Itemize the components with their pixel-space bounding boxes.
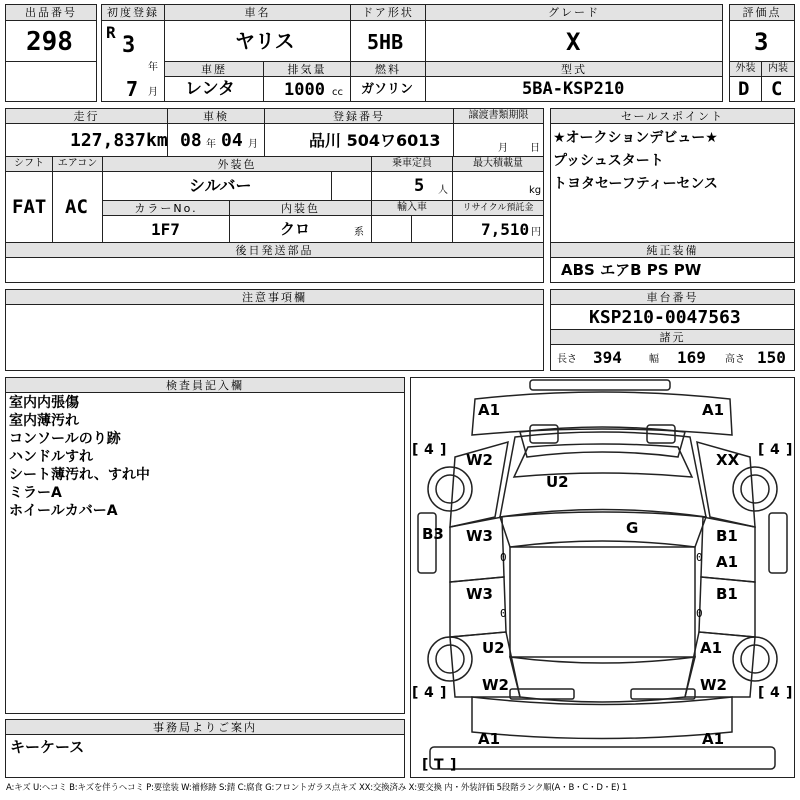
- inspection-month-unit: 月: [248, 139, 258, 150]
- tire-front-left: [428, 467, 472, 511]
- inspector-note-2: 室内薄汚れ: [9, 413, 79, 429]
- lot-cell: [5, 20, 97, 62]
- inspector-note-4: ハンドルすれ: [9, 449, 93, 465]
- mark-fender-right: XX: [716, 451, 740, 469]
- int-color: クロ: [280, 220, 311, 238]
- header-fuel: 燃料: [350, 61, 426, 77]
- header-specs: 諸元: [550, 329, 795, 345]
- rear-panel-outline: [430, 747, 775, 769]
- fuel: ガソリン: [361, 82, 414, 97]
- spare-bracket-close: ]: [450, 757, 457, 773]
- inspector-note-5: シート薄汚れ、すれ中: [9, 467, 150, 483]
- mark-front-door-right-2: A1: [716, 553, 739, 571]
- tire-front-right-hub: [741, 475, 769, 503]
- mirror-right: [769, 513, 787, 573]
- header-door: ドア形状: [350, 4, 426, 21]
- inspector-note-7: ホイールカバーA: [9, 503, 118, 519]
- lot-blank-cell: [5, 61, 97, 102]
- chassis-no: KSP210-0047563: [589, 307, 741, 328]
- chassis-cell: [550, 304, 795, 330]
- mileage: 127,837: [70, 130, 146, 151]
- header-equipment: 純正装備: [550, 242, 795, 258]
- header-inspector: 検査員記入欄: [5, 377, 405, 393]
- sales-point-2: プッシュスタート: [553, 153, 664, 169]
- recycle: 7,510: [481, 220, 530, 239]
- header-shift: シフト: [5, 156, 53, 172]
- ext-score-cell: [729, 76, 762, 102]
- int-score-cell: [761, 76, 795, 102]
- tire-rear-right-bracket-close: ]: [786, 685, 793, 701]
- first-reg-month: 7: [126, 77, 139, 101]
- shift: FAT: [12, 196, 47, 218]
- max-load-cell: [452, 171, 544, 201]
- tire-rear-left-bracket: [: [412, 685, 419, 701]
- tire-front-right-tread: 4: [770, 442, 780, 458]
- header-mileage: 走行: [5, 108, 168, 124]
- rear-bumper-outline: [472, 697, 732, 739]
- spec-length: 394: [593, 348, 622, 367]
- recycle-cell: [452, 215, 544, 243]
- mark-rear-door-right: B1: [716, 585, 738, 603]
- inspector-note-1: 室内内張傷: [9, 395, 79, 411]
- header-ext-color: 外装色: [102, 156, 372, 172]
- inspection-month: 04: [221, 130, 243, 151]
- header-capacity: 乗車定員: [371, 156, 453, 172]
- spare-tire: T: [434, 757, 444, 773]
- header-int-color: 内装色: [229, 200, 372, 216]
- mark-rear-door-left: W3: [466, 585, 493, 603]
- aircon: AC: [65, 196, 88, 218]
- spec-height-label: 高さ: [725, 354, 745, 365]
- inspector-note-3: コンソールのり跡: [9, 431, 121, 447]
- history: レンタ: [185, 79, 235, 99]
- mark-rear-fender-left: U2: [482, 639, 505, 657]
- mark-front-bumper-right: A1: [702, 401, 725, 419]
- header-car-name: 車名: [164, 4, 351, 21]
- header-import: 輸入車: [371, 200, 453, 216]
- header-recycle: リサイクル預託金: [452, 200, 544, 216]
- spare-bracket: [: [422, 757, 429, 773]
- tire-rear-left-hub: [436, 645, 464, 673]
- tire-front-right-bracket: [: [758, 442, 765, 458]
- shift-cell: [5, 171, 53, 243]
- door-cell: [350, 20, 426, 62]
- sales-point-3: トヨタセーフティーセンス: [553, 176, 718, 192]
- tire-front-left-tread: 4: [424, 442, 434, 458]
- header-max-load: 最大積載量: [452, 156, 544, 172]
- front-bumper-outline: [472, 392, 732, 435]
- first-reg-cell: [101, 20, 165, 102]
- month-unit: 月: [148, 87, 158, 98]
- header-inspection: 車検: [167, 108, 265, 124]
- inspector-cell: [5, 392, 405, 714]
- grade: X: [566, 28, 581, 56]
- header-transfer-doc: 譲渡書類期限: [453, 108, 544, 124]
- score-cell: [729, 20, 795, 62]
- header-model: 型式: [425, 61, 723, 77]
- import-cell-b: [411, 215, 453, 243]
- tire-front-left-bracket: [: [412, 442, 419, 458]
- ext-score: D: [738, 78, 750, 100]
- km-unit: km: [146, 130, 168, 151]
- transfer-doc-cell: [453, 123, 544, 157]
- color-no-cell: [102, 215, 230, 243]
- spec-height: 150: [757, 348, 786, 367]
- lot-number: 298: [26, 27, 73, 57]
- office-note: キーケース: [10, 738, 85, 756]
- aircon-cell: [52, 171, 103, 243]
- ext-color-blank: [331, 171, 372, 201]
- ext-color-cell: [102, 171, 332, 201]
- mark-rear-fender-right: A1: [700, 639, 723, 657]
- office-cell: [5, 734, 405, 778]
- year-unit: 年: [148, 62, 158, 73]
- model-cell: [425, 76, 723, 102]
- header-first-reg: 初度登録: [101, 4, 165, 21]
- thickness-rear-left: 0: [500, 607, 507, 620]
- hood-inner: [514, 444, 692, 477]
- legend-text: A:キズ U:ヘコミ B:キズを伴うヘコミ P:要塗装 W:補修跡 S:錆 C:腐食 G:フロントガラス点キズ XX:交換済み X:要交換 内・外装評価 5段階ランク順(A・B・C・D・E) 1: [6, 783, 628, 793]
- header-later-parts: 後日発送部品: [5, 242, 544, 258]
- tire-rear-right-hub: [741, 645, 769, 673]
- header-interior: 内装: [761, 61, 795, 77]
- era: R: [106, 23, 116, 42]
- tire-rear-left-bracket-close: ]: [440, 685, 447, 701]
- thickness-front-right: 0: [696, 551, 703, 564]
- reg-no: 品川 504ワ6013: [309, 131, 441, 150]
- import-cell-a: [371, 215, 412, 243]
- capacity-unit: 人: [438, 185, 448, 196]
- header-displacement: 排気量: [263, 61, 351, 77]
- tire-front-left-hub: [436, 475, 464, 503]
- spec-width-label: 幅: [649, 354, 659, 365]
- header-exterior: 外装: [729, 61, 762, 77]
- tire-front-right: [733, 467, 777, 511]
- rear-glass-outline: [510, 657, 695, 702]
- transfer-month-unit: 月: [498, 143, 508, 154]
- cc-unit: cc: [332, 87, 343, 98]
- thickness-front-left: 0: [500, 551, 507, 564]
- model: 5BA-KSP210: [522, 79, 625, 99]
- yen-unit: 円: [531, 227, 541, 238]
- transfer-day-unit: 日: [530, 143, 540, 154]
- sales-point-cell: [550, 123, 795, 243]
- color-no: 1F7: [151, 220, 180, 239]
- inspection-cell: [167, 123, 265, 157]
- inspection-year-unit: 年: [206, 139, 216, 150]
- spec-width: 169: [677, 348, 706, 367]
- mileage-cell: [5, 123, 168, 157]
- tire-rear-right-bracket: [: [758, 685, 765, 701]
- tire-front-right-bracket-close: ]: [786, 442, 793, 458]
- car-diagram: [410, 377, 795, 778]
- mirror-left: [418, 513, 436, 573]
- thickness-rear-right: 0: [696, 607, 703, 620]
- spec-length-label: 長さ: [557, 354, 577, 365]
- roof-rack-front: [530, 380, 670, 390]
- header-lot: 出品番号: [5, 4, 97, 21]
- inspection-year: 08: [180, 130, 202, 151]
- roof-outline: [510, 547, 695, 657]
- mark-rear-bumper-left: A1: [478, 730, 501, 748]
- notes-cell: [5, 304, 544, 371]
- header-color-no: カラーNo.: [102, 200, 230, 216]
- sales-point-1: ★オークションデビュー★: [553, 130, 718, 146]
- equipment-cell: [550, 257, 795, 283]
- mark-front-door-right: B1: [716, 527, 738, 545]
- displacement-cell: [263, 76, 351, 102]
- ext-color: シルバー: [189, 176, 252, 195]
- tire-rear-right-tread: 4: [770, 685, 780, 701]
- era-year: 3: [122, 33, 136, 58]
- int-color-cell: [229, 215, 372, 243]
- header-reg-no: 登録番号: [264, 108, 454, 124]
- capacity: 5: [414, 176, 425, 196]
- specs-cell: [550, 344, 795, 371]
- int-score: C: [771, 78, 783, 100]
- tire-front-left-bracket-close: ]: [440, 442, 447, 458]
- mark-quarter-left: W2: [482, 676, 509, 694]
- mark-fender-left: W2: [466, 451, 493, 469]
- header-aircon: エアコン: [52, 156, 103, 172]
- history-cell: [164, 76, 264, 102]
- mark-front-bumper-left: A1: [478, 401, 501, 419]
- door-type: 5HB: [367, 30, 404, 54]
- later-parts-cell: [5, 257, 544, 283]
- mark-windshield: G: [626, 519, 639, 537]
- header-chassis: 車台番号: [550, 289, 795, 305]
- header-score: 評価点: [729, 4, 795, 21]
- mark-pillar-left: B3: [422, 525, 444, 543]
- inspector-note-6: ミラーA: [9, 485, 62, 501]
- header-history: 車歴: [164, 61, 264, 77]
- displacement: 1000: [284, 80, 325, 100]
- reg-no-cell: [264, 123, 454, 157]
- tire-rear-left-tread: 4: [424, 685, 434, 701]
- equipment: ABS エアB PS PW: [561, 261, 702, 279]
- mark-hood: U2: [546, 473, 569, 491]
- mark-rear-bumper-right: A1: [702, 730, 725, 748]
- header-sales-point: セールスポイント: [550, 108, 795, 124]
- header-office: 事務局よりご案内: [5, 719, 405, 735]
- score: 3: [754, 28, 769, 56]
- int-color-unit: 系: [354, 227, 364, 238]
- fuel-cell: [350, 76, 426, 102]
- car-name-cell: [164, 20, 351, 62]
- grade-cell: [425, 20, 723, 62]
- car-name: ヤリス: [235, 29, 295, 53]
- header-grade: グレード: [425, 4, 723, 21]
- capacity-cell: [371, 171, 453, 201]
- header-notes: 注意事項欄: [5, 289, 544, 305]
- mark-front-door-left: W3: [466, 527, 493, 545]
- mark-quarter-right: W2: [700, 676, 727, 694]
- max-load-unit: kg: [529, 185, 542, 196]
